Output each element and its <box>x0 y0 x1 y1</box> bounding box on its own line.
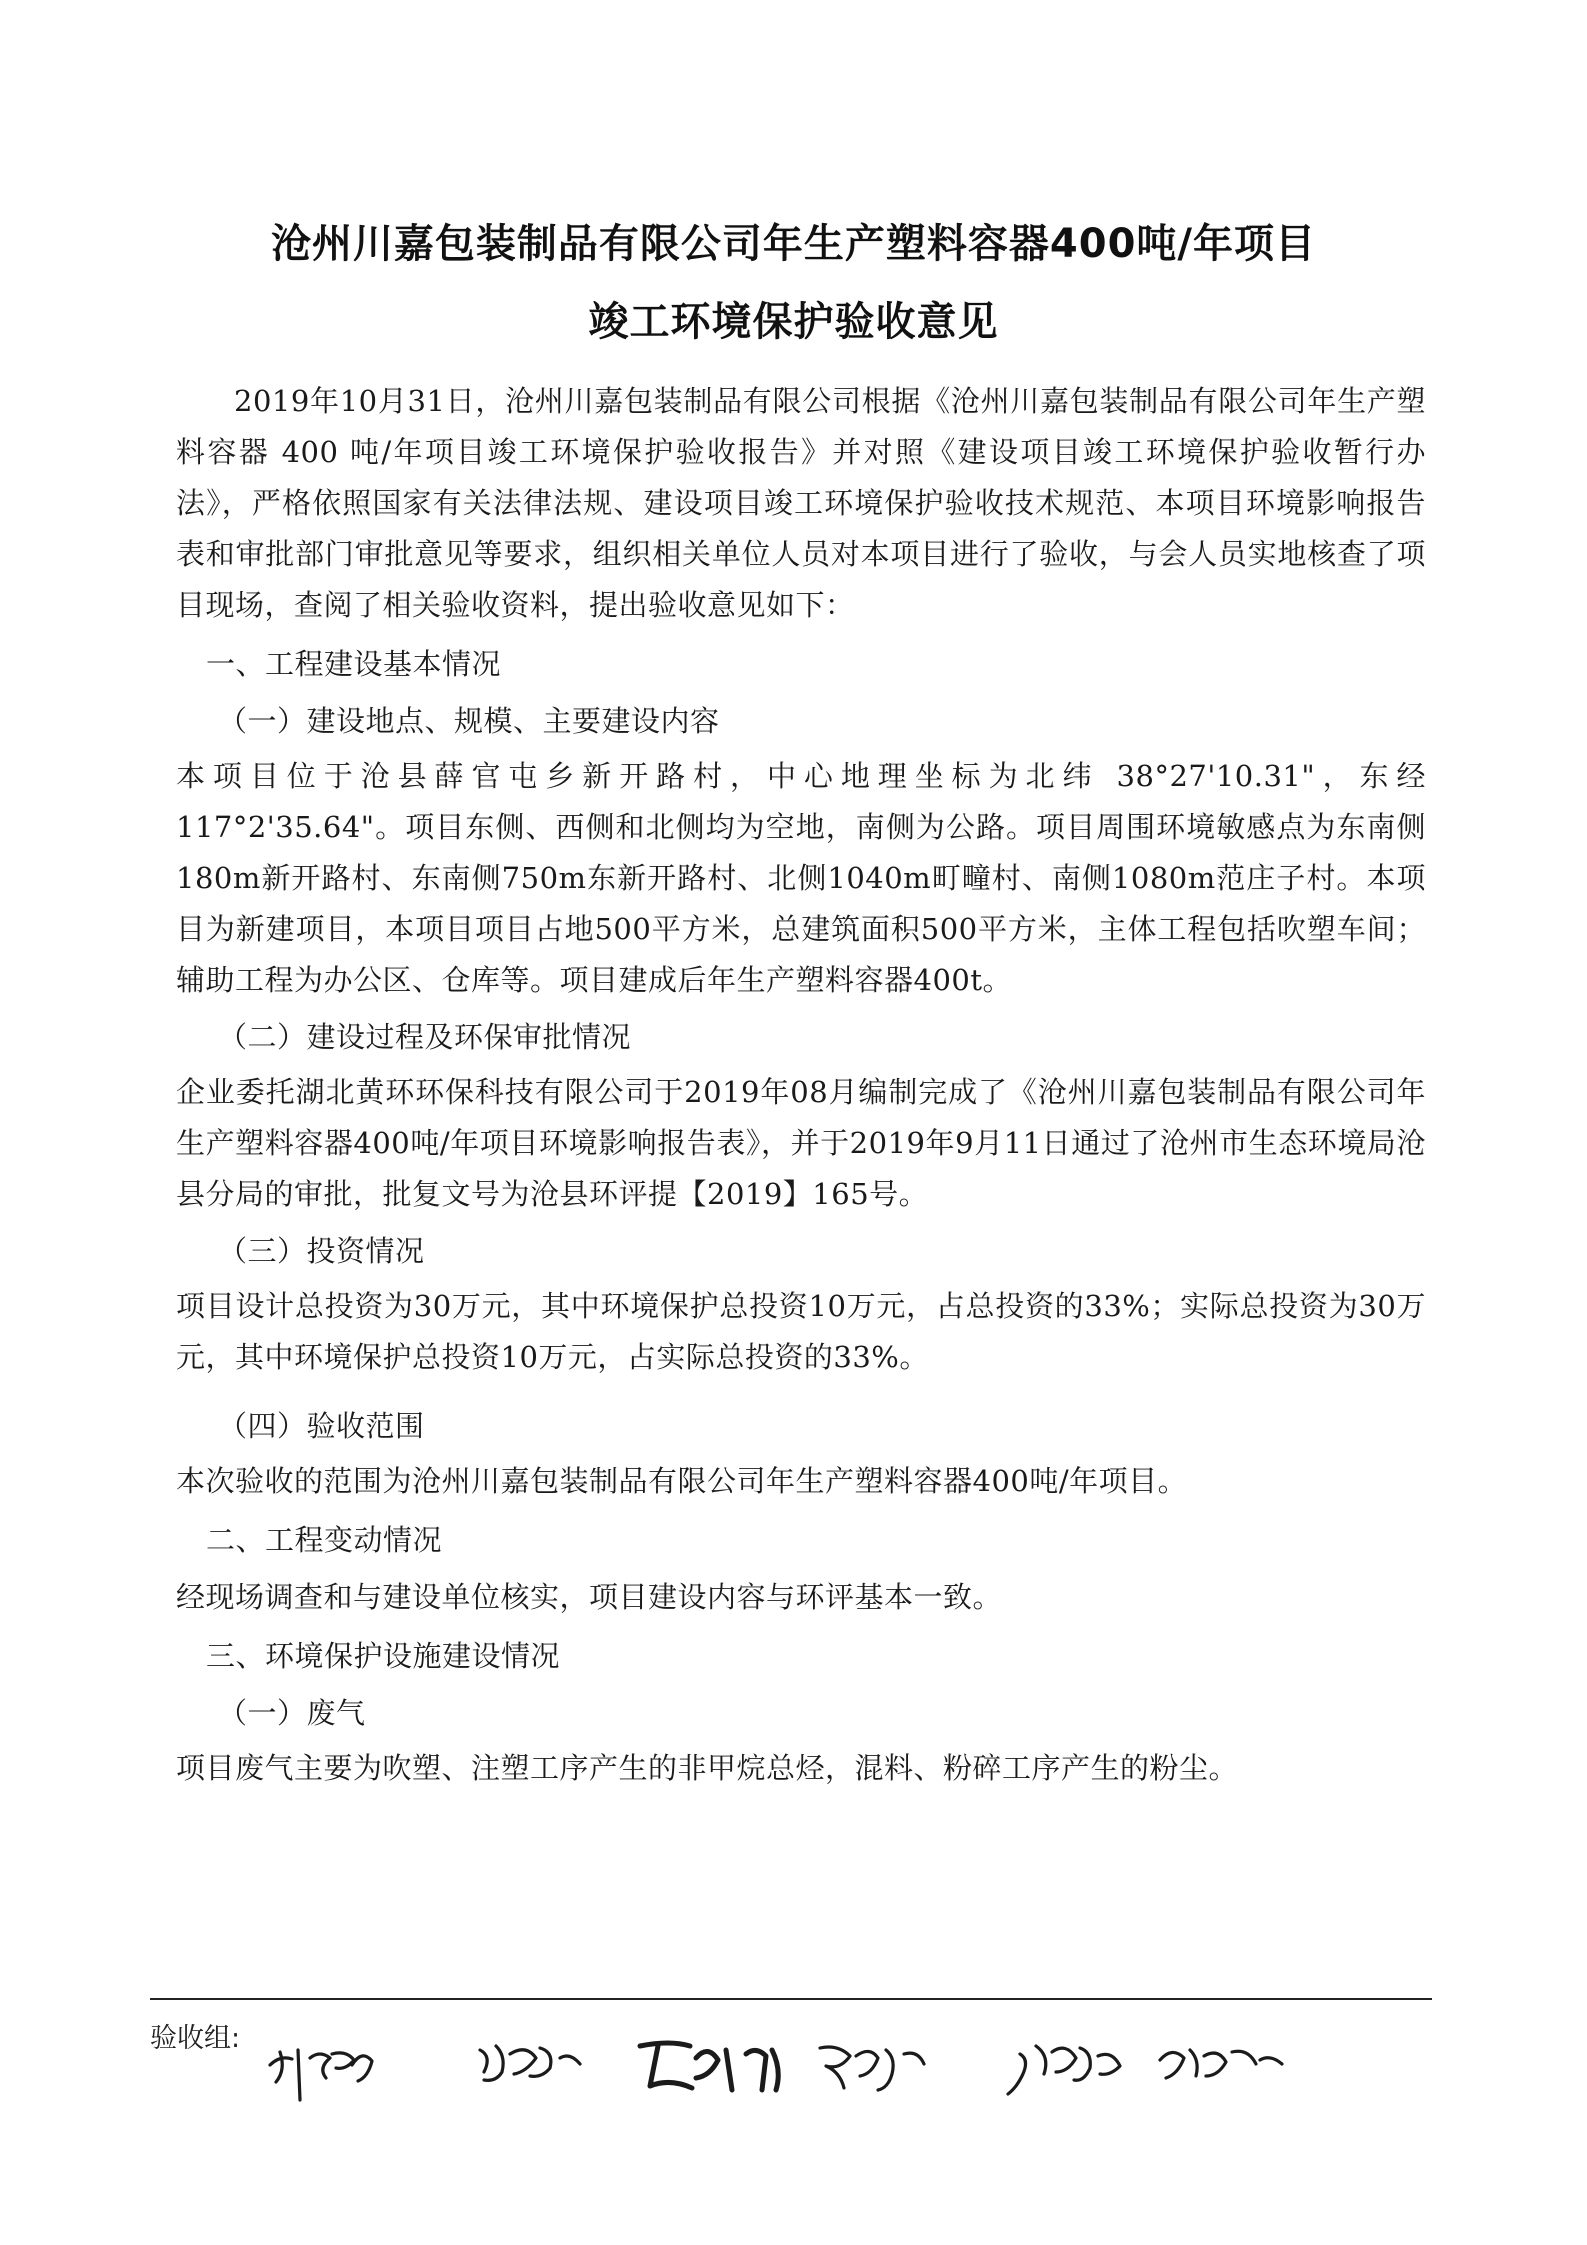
section1-sub2-text: 企业委托湖北黄环环保科技有限公司于2019年08月编制完成了《沧州川嘉包装制品有限公司年生产塑料容器400吨/年项目环境影响报告表》，并于2019年9月11日通过了沧州市生态环境局沧县分局的审批，批复文号为沧县环评提【2019】165号。 <box>176 1075 1426 1211</box>
acceptance-group-label: 验收组: <box>150 2023 241 2054</box>
handwritten-signatures <box>260 2010 1420 2110</box>
section2-heading: 二、工程变动情况 <box>206 1523 443 1557</box>
section1-sub4-text: 本次验收的范围为沧州川嘉包装制品有限公司年生产塑料容器400吨/年项目。 <box>176 1464 1188 1498</box>
section1-sub2-heading: （二）建设过程及环保审批情况 <box>218 1020 632 1054</box>
document-body <box>176 376 1426 1794</box>
signatures-area <box>260 2010 1420 2110</box>
section1-sub3-heading: （三）投资情况 <box>218 1234 425 1268</box>
section3-sub1-heading: （一）废气 <box>218 1696 366 1730</box>
intro-paragraph: 2019年10月31日，沧州川嘉包装制品有限公司根据《沧州川嘉包装制品有限公司年生产塑料容器 400 吨/年项目竣工环境保护验收报告》并对照《建设项目竣工环境保护验收暂行办法》，严格依照国家有关法律法规、建设项目竣工环境保护验收技术规范、本项目环境影响报告表和审批部门审批意见等要求，组织相关单位人员对本项目进行了验收，与会人员实地核查了项目现场，查阅了相关验收资料，提出验收意见如下： <box>176 384 1426 622</box>
section1-heading: 一、工程建设基本情况 <box>206 647 502 681</box>
document-title-line1: 沧州川嘉包装制品有限公司年生产塑料容器400吨/年项目 <box>270 221 1317 267</box>
section3-heading: 三、环境保护设施建设情况 <box>206 1639 561 1673</box>
section1-sub1-heading: （一）建设地点、规模、主要建设内容 <box>218 704 720 738</box>
document-title-line2: 竣工环境保护验收意见 <box>588 299 999 345</box>
section1-sub3-text: 项目设计总投资为30万元，其中环境保护总投资10万元，占总投资的33%；实际总投资为30万元，其中环境保护总投资10万元，占实际总投资的33%。 <box>176 1289 1426 1374</box>
section1-sub4-heading: （四）验收范围 <box>218 1409 425 1443</box>
section3-sub1-text: 项目废气主要为吹塑、注塑工序产生的非甲烷总烃，混料、粉碎工序产生的粉尘。 <box>176 1751 1239 1785</box>
section2-text: 经现场调查和与建设单位核实，项目建设内容与环评基本一致。 <box>176 1580 1003 1614</box>
section1-sub1-text: 本项目位于沧县薛官屯乡新开路村，中心地理坐标为北纬 38°27'10.31"，东经117°2'35.64"。项目东侧、西侧和北侧均为空地，南侧为公路。项目周围环境敏感点为东南侧180m新开路村、东南侧750m东新开路村、北侧1040m町疃村、南侧1080m范庄子村。本项目为新建项目，本项目项目占地500平方米，总建筑面积500平方米，主体工程包括吹塑车间；辅助工程为办公区、仓库等。项目建成后年生产塑料容器400t。 <box>176 759 1426 997</box>
footer-divider <box>150 1998 1432 2000</box>
